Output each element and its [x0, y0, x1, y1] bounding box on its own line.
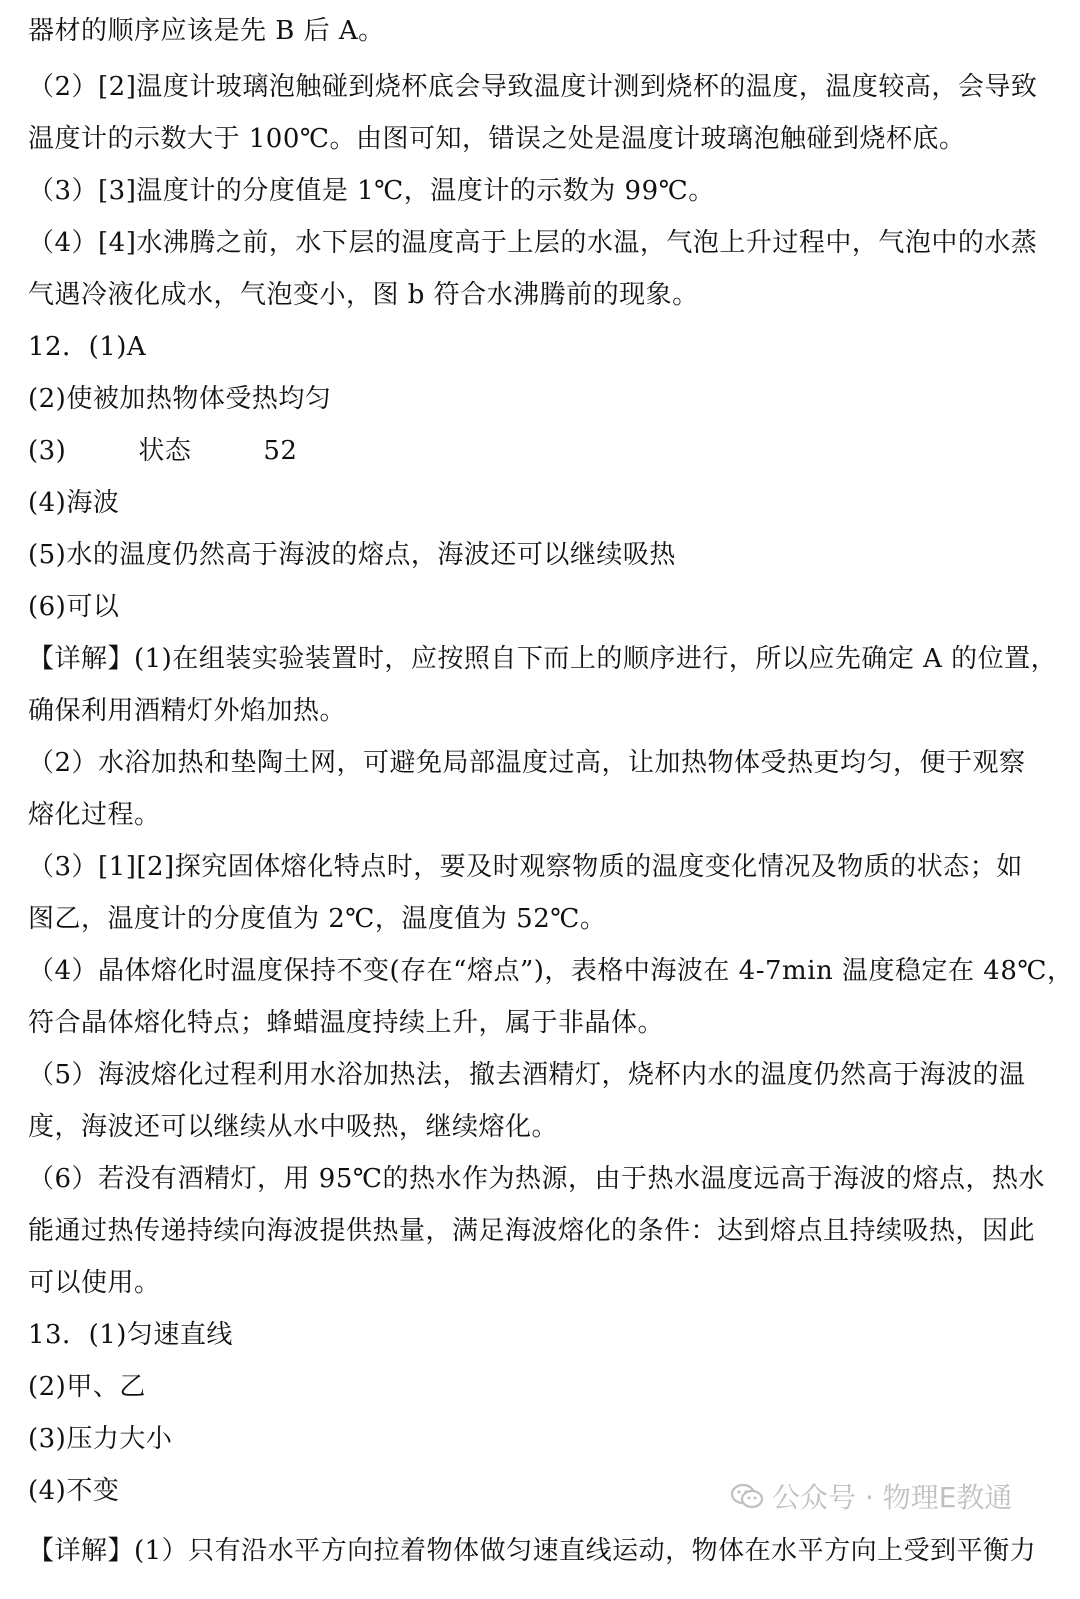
text-line: 气遇冷液化成水，气泡变小，图 b 符合水沸腾前的现象。 — [28, 280, 699, 310]
text-line: 温度计的示数大于 100℃。由图可知，错误之处是温度计玻璃泡触碰到烧杯底。 — [28, 124, 966, 154]
question-13-answer-2: (2)甲、乙 — [28, 1372, 146, 1402]
text-line: （2）[2]温度计玻璃泡触碰到烧杯底会导致温度计测到烧杯的温度，温度较高，会导致 — [28, 72, 1038, 102]
text-line: （4）[4]水沸腾之前，水下层的温度高于上层的水温，气泡上升过程中，气泡中的水蒸 — [28, 228, 1038, 258]
explanation-line: （5）海波熔化过程利用水浴加热法，撤去酒精灯，烧杯内水的温度仍然高于海波的温 — [28, 1060, 1026, 1090]
explanation-line: 能通过热传递持续向海波提供热量，满足海波熔化的条件：达到熔点且持续吸热，因此 — [28, 1216, 1036, 1246]
question-12-answer-6: (6)可以 — [28, 592, 120, 622]
explanation-line: 符合晶体熔化特点；蜂蜡温度持续上升，属于非晶体。 — [28, 1008, 665, 1038]
text-line: 器材的顺序应该是先 B 后 A。 — [28, 16, 385, 46]
question-12-answer-2: (2)使被加热物体受热均匀 — [28, 384, 332, 414]
explanation-line: （4）晶体熔化时温度保持不变(存在“熔点”)，表格中海波在 4-7min 温度稳定在 48℃， — [28, 956, 1074, 986]
explanation-line: （6）若没有酒精灯，用 95℃的热水作为热源，由于热水温度远高于海波的熔点，热水 — [28, 1164, 1045, 1194]
explanation-line: 【详解】(1）只有沿水平方向拉着物体做匀速直线运动，物体在水平方向上受到平衡力 — [28, 1536, 1037, 1566]
watermark — [730, 1476, 1012, 1516]
watermark-text: 公众号 · 物理E教通 — [772, 1481, 1013, 1514]
explanation-line: （3）[1][2]探究固体熔化特点时，要及时观察物质的温度变化情况及物质的状态；如 — [28, 852, 1023, 882]
explanation-line: 确保利用酒精灯外焰加热。 — [28, 696, 347, 726]
explanation-line: 熔化过程。 — [28, 800, 161, 830]
explanation-line: 度，海波还可以继续从水中吸热，继续熔化。 — [28, 1112, 559, 1142]
answer-number: (3) — [28, 436, 67, 466]
question-12-answer-3 — [28, 434, 1060, 468]
question-12-answer-4: (4)海波 — [28, 488, 120, 518]
explanation-line: 图乙，温度计的分度值为 2℃，温度值为 52℃。 — [28, 904, 607, 934]
text-line: （3）[3]温度计的分度值是 1℃，温度计的示数为 99℃。 — [28, 176, 715, 206]
wechat-official-account-icon — [730, 1482, 764, 1510]
question-13-answer-3: (3)压力大小 — [28, 1424, 173, 1454]
answer-blank-1: 状态 — [138, 436, 192, 466]
question-12-answer-1: 12．(1)A — [28, 332, 147, 362]
question-13-answer-4: (4)不变 — [28, 1476, 120, 1506]
question-13-answer-1: 13．(1)匀速直线 — [28, 1320, 233, 1350]
explanation-line: 可以使用。 — [28, 1268, 161, 1298]
explanation-line: （2）水浴加热和垫陶土网，可避免局部温度过高，让加热物体受热更均匀，便于观察 — [28, 748, 1026, 778]
explanation-line: 【详解】(1)在组装实验装置时，应按照自下而上的顺序进行，所以应先确定 A 的位置， — [28, 644, 1058, 674]
answer-blank-2: 52 — [263, 436, 298, 466]
question-12-answer-5: (5)水的温度仍然高于海波的熔点，海波还可以继续吸热 — [28, 540, 676, 570]
